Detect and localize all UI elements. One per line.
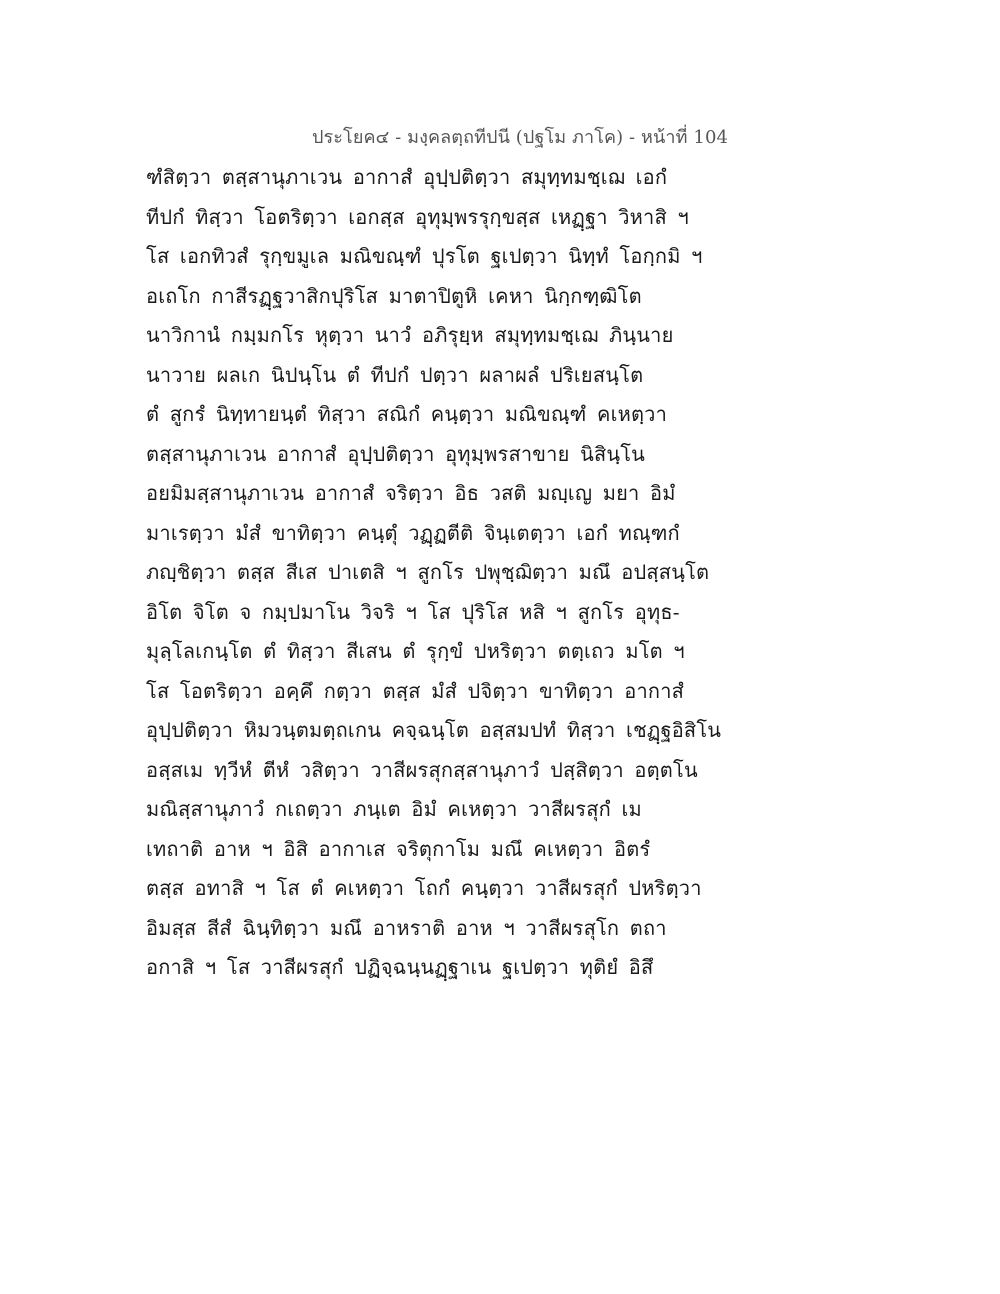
- text-line: อกาสิ ฯ โส วาสีผรสุกํ ปฏิจฺฉนฺนฏฺฐาเน ฐเปตฺวา ทุติยํ อิสึ: [146, 955, 654, 979]
- text-line: อสฺสเม ทฺวีหํ ตีหํ วสิตฺวา วาสีผรสุกสฺสานุภาวํ ปสฺสิตฺวา อตฺตโน: [146, 757, 698, 782]
- text-line: ฑํสิตฺวา ตสฺสานุภาเวน อากาสํ อุปฺปติตฺวา สมุทฺทมชฺเฌ เอกํ: [146, 165, 668, 189]
- body-text: [146, 158, 722, 988]
- text-line: อเถโก กาสีรฏฺฐวาสิกปุริโส มาตาปิตูหิ เคหา นิกฺกฑฺฒิโต: [146, 283, 642, 308]
- text-line: โส เอกทิวสํ รุกฺขมูเล มณิขณฺฑํ ปุรโต ฐเปตฺวา นิทฺทํ โอกฺกมิ ฯ: [146, 244, 703, 268]
- text-line: มุลฺโลเกนฺโต ตํ ทิสฺวา สีเสน ตํ รุกฺขํ ปหริตฺวา ตตฺเถว มโต ฯ: [146, 639, 685, 663]
- text-line: ตํ สูกรํ นิทฺทายนฺตํ ทิสฺวา สณิกํ คนฺตฺวา มณิขณฺฑํ คเหตฺวา: [146, 402, 668, 426]
- text-line: เทถาติ อาห ฯ อิสิ อากาเส จริตุกาโม มณึ คเหตฺวา อิตรํ: [146, 836, 651, 861]
- text-line: ตสฺส อทาสิ ฯ โส ตํ คเหตฺวา โถกํ คนฺตฺวา วาสีผรสุกํ ปหริตฺวา: [146, 876, 702, 900]
- running-header: ประโยค๔ - มงฺคลตฺถทีปนี (ปฐโม ภาโค) - หน้าที่ 104: [312, 127, 729, 148]
- text-line: อุปฺปติตฺวา หิมวนฺตมตฺถเกน คจฺฉนฺโต อสฺสมปทํ ทิสฺวา เชฏฺฐอิสิโน: [146, 718, 722, 742]
- text-line: โส โอตริตฺวา อคฺคึ กตฺวา ตสฺส มํสํ ปจิตฺวา ขาทิตฺวา อากาสํ: [146, 678, 685, 703]
- text-line: นาวาย ผลเก นิปนฺโน ตํ ทีปกํ ปตฺวา ผลาผลํ ปริเยสนฺโต: [146, 362, 644, 387]
- text-line: นาวิกานํ กมฺมกโร หุตฺวา นาวํ อภิรุยฺห สมุทฺทมชฺเฌ ภินฺนาย: [146, 323, 674, 347]
- text-line: มาเรตฺวา มํสํ ขาทิตฺวา คนฺตุํ วฏฺฏตีติ จินฺเตตฺวา เอกํ ทณฺฑกํ: [146, 520, 680, 545]
- text-line: อิโต จิโต จ กมฺปมาโน วิจริ ฯ โส ปุริโส หสิ ฯ สูกโร อุทุธ-: [146, 599, 680, 624]
- text-line: ตสฺสานุภาเวน อากาสํ อุปฺปติตฺวา อุทุมฺพรสาขาย นิสินฺโน: [146, 441, 646, 466]
- text-line: ทีปกํ ทิสฺวา โอตริตฺวา เอกสฺส อุทุมฺพรรุกฺขสฺส เหฏฺฐา วิหาสิ ฯ: [146, 204, 689, 229]
- text-line: ภญฺชิตฺวา ตสฺส สีเส ปาเตสิ ฯ สูกโร ปพุชฺฌิตฺวา มณึ อปสฺสนฺโต: [146, 560, 710, 584]
- text-line: มณิสฺสานุภาวํ กเถตฺวา ภนฺเต อิมํ คเหตฺวา วาสีผรสุกํ เม: [146, 797, 642, 821]
- text-line: อิมสฺส สีสํ ฉินฺทิตฺวา มณึ อาหราติ อาห ฯ วาสีผรสุโก ตถา: [146, 915, 667, 940]
- text-line: อยมิมสฺสานุภาเวน อากาสํ จริตฺวา อิธ วสติ มญฺเญ มยา อิมํ: [146, 481, 676, 505]
